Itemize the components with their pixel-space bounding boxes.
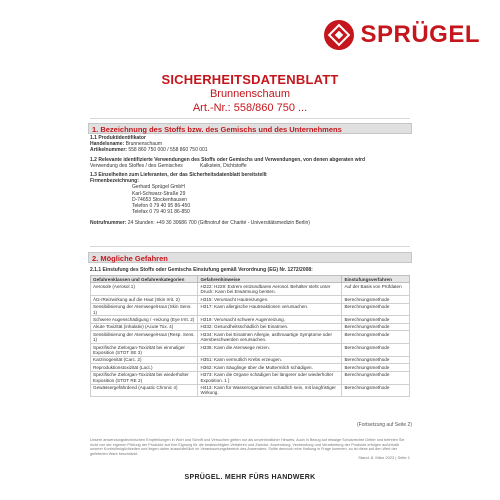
column-header: Gefahrenklassen und Gefahrenkategorien [91,276,198,283]
continued-note: (Fortsetzung auf Seite 2) [356,422,412,428]
footer-tagline: SPRÜGEL. MEHR FÜRS HANDWERK [184,474,316,481]
table-row: Spezifische Zielorgan-Toxizität bei wiederholter Exposition (STOT RE 2) H373: Kann die Organe schädigen bei längerer oder wiederholter Exposition. 1 ] Berechnungsmethode [91,371,410,384]
handelsname-line: Handelsname: Brunnenschaum [90,141,162,148]
divider [90,246,410,247]
column-header: Gefahrenhinweise [198,276,342,283]
section2-heading: 2. Mögliche Gefahren [88,252,412,263]
artikelnummer-line: Artikelnummer: 558 860 750 000 / 558 860 750 001 [90,147,208,154]
logo-text: SPRÜGEL [360,21,480,48]
address-block: Gerhard Sprügel GmbH Karl-Schwarz-Straße 29 D-74653 Stockenhausen Telefon 0 79 40 95 86-450 Telefax 0 79 40 91 86-850 [132,184,191,216]
table-row: Sensibilisierung der Atemwege/Haut (Resp. Sens. 1) H334: Kann bei Einatmen Allergie, asthmaartige Symptome oder Atembeschwerden verursachen. Berechnungsmethode [91,331,410,344]
table-row: Akute Toxizität (inhalativ) (Acute Tox. 4) H332: Gesundheitsschädlich bei Einatmen. Berechnungsmethode [91,323,410,330]
section1-sub2: 1.2 Relevante identifizierte Verwendungen des Stoffs oder Gemischs und Verwendungen, von denen abgeraten wird [90,156,366,163]
table-row: Karzinogenität (Carc. 2) H351: Kann vermutlich Krebs erzeugen. Berechnungsmethode [91,356,410,363]
section1-heading: 1. Bezeichnung des Stoffs bzw. des Gemischs und des Unternehmens [88,123,412,134]
divider [90,118,410,119]
section2-intro: 2.1.1 Einstufung des Stoffs oder Gemischs Einstufung gemäß Verordnung (EG) Nr. 1272/2008: [90,267,313,273]
footer-date: Stand: 8. März 2023 | Seite 1 [358,455,410,460]
table-row: Gewässergefährdend (Aquatic Chronic 4) H413: Kann für Wasserorganismen schädlich sein, mit langfristiger Wirkung. Berechnungsmethode [91,384,410,397]
table-row: Schwere Augenschädigung / -reizung (Eye Irrit. 2) H319: Verursacht schwere Augenreizung. Berechnungsmethode [91,316,410,323]
section2-body [90,267,410,397]
firm-label: Firmenbezeichnung: [90,178,139,185]
notruf-line: Notrufnummer: 24 Stunden: +49 30 30686 700 (Giftnotruf der Charité - Universitätsmedizin Berlin) [90,220,310,227]
logo [324,20,480,50]
document-title [0,72,500,115]
column-header: Einstufungsverfahren [342,276,410,283]
table-row: Aerosole (Aerosol 1) H222: H229: Extrem entzündbares Aerosol. Behälter steht unter Druck: Kann bei Erwärmung bersten. Auf der Basis von Prüfdaten [91,283,410,296]
footer-disclaimer: Unsere anwendungstechnischen Empfehlungen in Wort und Schrift und Versuchen gelten nur als unverbindlicher Hinweis. Auch in Bezug auf etwaige Schutzrechte Dritter und befreien Sie nicht von der eigenen Prüfung der Produkte auf ihre Eignung für die beabsichtigten Verfahren und Zwecke. Anwendung, Verwendung und Verarbeitung der Produkte erfolgen außerhalb unserer Kontrollmöglichkeiten und liegen daher ausschließlich im Verantwortungsbereich des Anwenders. Sollte dennoch eine Haftung in Frage kommen, so ist diese auf den Wert der gelieferten Ware beschränkt. [90,438,405,456]
table-row: Spezifische Zielorgan-Toxizität bei einmaliger Exposition (STOT SE 3) H335: Kann die Atemwege reizen. Berechnungsmethode [91,344,410,357]
title-main: SICHERHEITSDATENBLATT [161,72,339,87]
section1-sub1: 1.1 Produktidentifikator [90,135,146,141]
table-row: Ätz-/Reizwirkung auf die Haut (Skin Irrit. 2) H315: Verursacht Hautreizungen. Berechnungsmethode [91,296,410,303]
section1-sub3: 1.3 Einzelheiten zum Lieferanten, der das Sicherheitsdatenblatt bereitstellt [90,172,267,179]
use-line: Verwendung des Stoffes / des Gemisches Kalkstein, Dichtstoffe [90,162,247,169]
table-row: Sensibilisierung der Atemwege/Haut (Skin Sens. 1) H317: Kann allergische Hautreaktionen verursachen. Berechnungsmethode [91,303,410,316]
title-product: Brunnenschaum [209,88,291,100]
table-row: Reproduktionstoxizität (Lact.) H362: Kann Säuglinge über die Muttermilch schädigen. Berechnungsmethode [91,364,410,371]
title-article: Art.-Nr.: 558/860 750 ... [192,102,308,114]
hazard-table [90,275,410,397]
section1-body [90,135,410,227]
logo-icon [324,20,354,50]
